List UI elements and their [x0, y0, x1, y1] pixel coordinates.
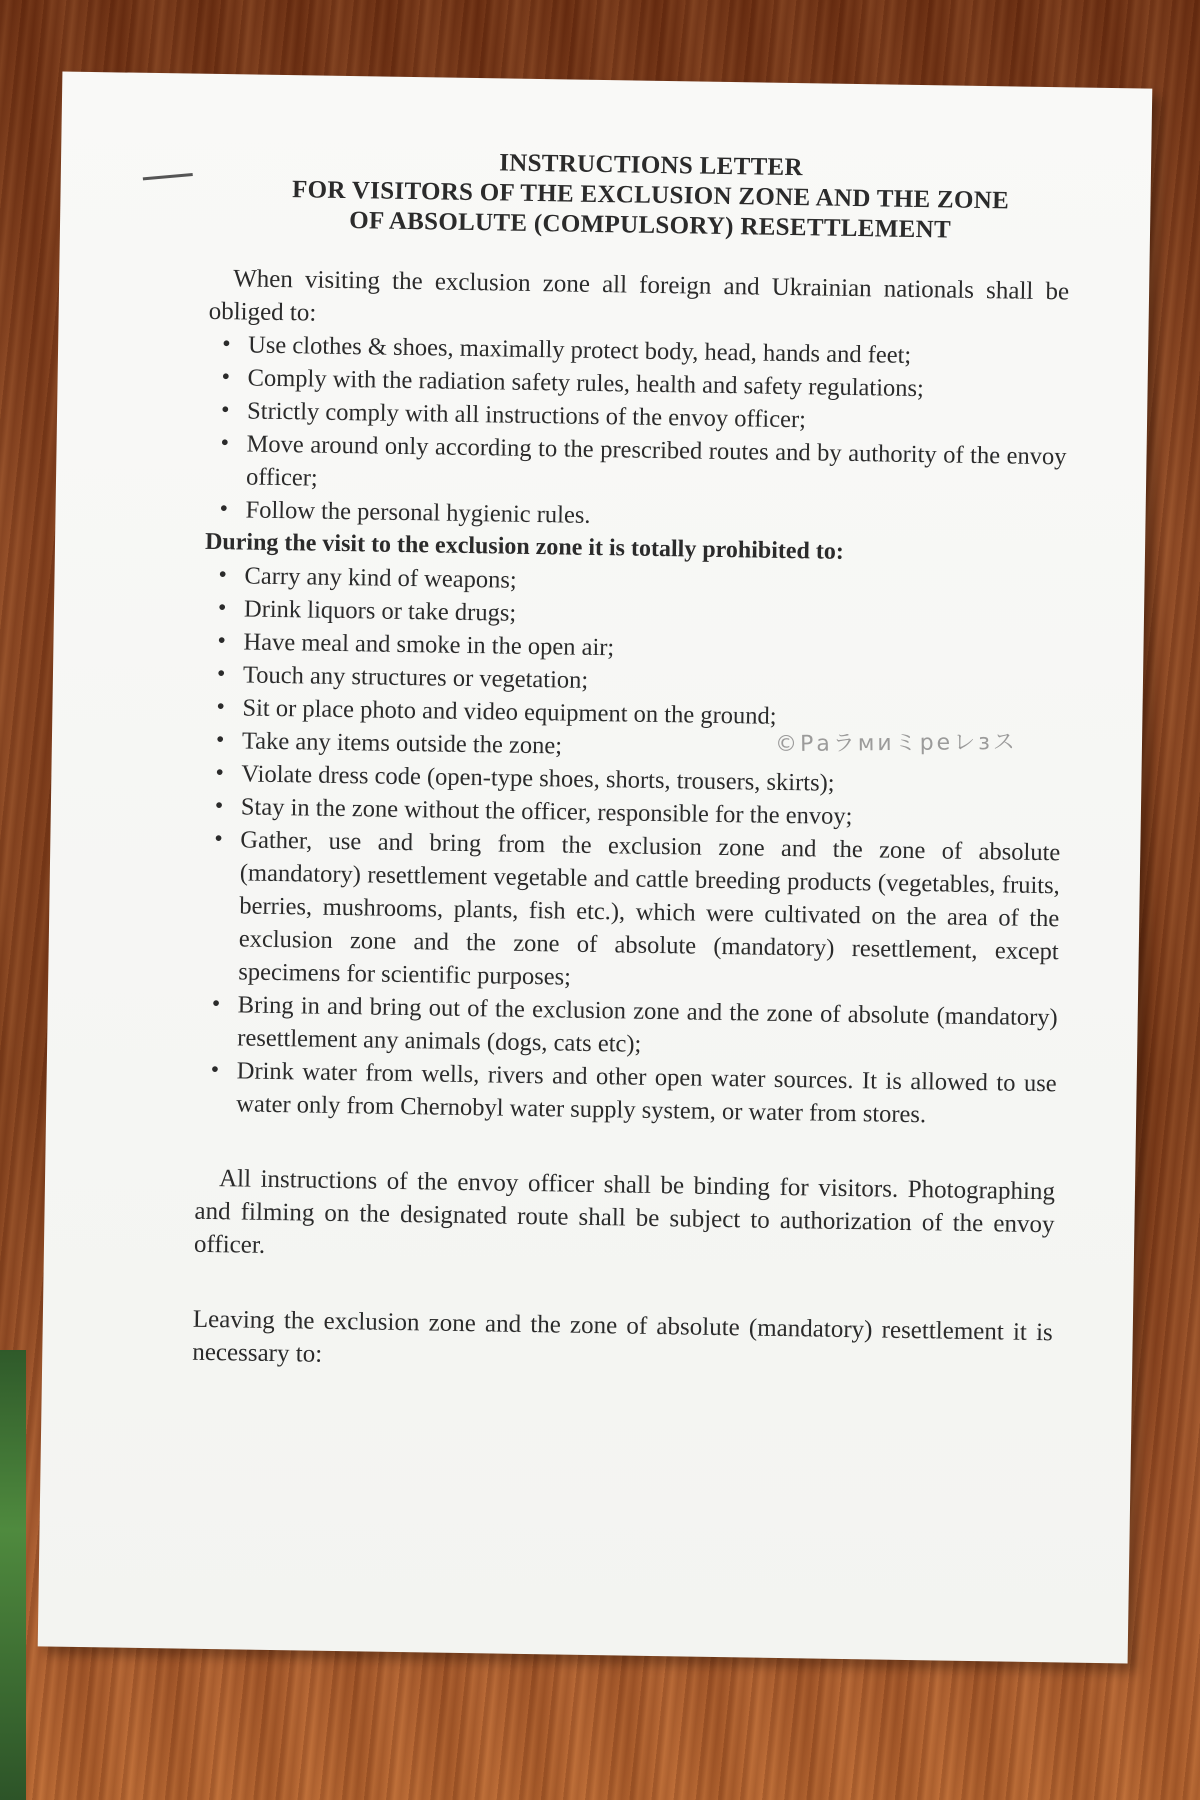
- instructions-letter-page: [38, 72, 1153, 1664]
- list-item-text: Use clothes & shoes, maximally protect body, head, hands and feet;: [247, 331, 912, 369]
- bullet-icon: •: [220, 397, 230, 424]
- bullet-icon: •: [217, 595, 227, 622]
- closing-paragraph: All instructions of the envoy officer shall be binding for visitors. Photographing and filming on the designated route shall be subject to authorization of the envoy officer.: [193, 1165, 1056, 1259]
- bullet-icon: •: [214, 793, 224, 820]
- list-item-text: Have meal and smoke in the open air;: [243, 628, 615, 662]
- list-item: [196, 1054, 1057, 1134]
- bullet-icon: •: [216, 694, 226, 721]
- list-item-text: Drink water from wells, rivers and other open water sources. It is allowed to use water only from Chernobyl water supply system, or water from stores.: [236, 1057, 1057, 1129]
- bullet-icon: •: [221, 331, 231, 358]
- bullet-icon: •: [219, 496, 229, 523]
- list-item-text: Violate dress code (open-type shoes, shorts, trousers, skirts);: [241, 760, 835, 797]
- list-item-text: Drink liquors or take drugs;: [243, 595, 517, 627]
- list-item-text: Touch any structures or vegetation;: [242, 661, 589, 694]
- bullet-icon: •: [220, 430, 230, 457]
- bullet-icon: •: [215, 727, 225, 754]
- pencil-mark: [143, 173, 193, 180]
- list-item-text: Comply with the radiation safety rules, health and safety regulations;: [247, 364, 925, 403]
- list-item-text: Bring in and bring out of the exclusion zone and the zone of absolute (mandatory) resettlement any animals (dogs, cats etc);: [237, 991, 1058, 1058]
- bullet-icon: •: [211, 990, 221, 1018]
- bullet-icon: •: [218, 562, 228, 589]
- leaving-paragraph: Leaving the exclusion zone and the zone of absolute (mandatory) resettlement it is necessary to:: [192, 1305, 1053, 1368]
- title-line: INSTRUCTIONS LETTER: [498, 149, 804, 182]
- list-item-text: Carry any kind of weapons;: [244, 562, 517, 594]
- background-foliage: [0, 1350, 26, 1800]
- list-item-text: Sit or place photo and video equipment on the ground;: [242, 694, 777, 730]
- bullet-icon: •: [216, 661, 226, 688]
- title-line: FOR VISITORS OF THE EXCLUSION ZONE AND THE ZONE: [291, 176, 1010, 215]
- bullet-icon: •: [215, 760, 225, 787]
- document-title: [210, 144, 1071, 247]
- prohibitions-list: [196, 559, 1065, 1133]
- prohibited-heading: During the visit to the exclusion zone it is totally prohibited to:: [204, 528, 845, 565]
- title-line: OF ABSOLUTE (COMPULSORY) RESETTLEMENT: [349, 207, 952, 244]
- bullet-icon: •: [221, 364, 231, 391]
- photographer-watermark: ©Pаラмиミpeレзス: [774, 729, 1018, 758]
- list-item: [198, 823, 1060, 1001]
- list-item-text: Take any items outside the zone;: [241, 727, 563, 760]
- bullet-icon: •: [214, 826, 224, 853]
- list-item-text: Gather, use and bring from the exclusion zone and the zone of absolute (mandatory) resettlement vegetable and cattle breeding products (vegetables, fruits, berries, mushrooms, plants, fish etc.), which were cultivated on the area of the exclusion zone and the zone of absolute (mandatory) resettlement, except specimens for scientific purposes;: [238, 826, 1061, 991]
- list-item-text: Stay in the zone without the officer, responsible for the envoy;: [240, 793, 853, 831]
- bullet-icon: •: [217, 628, 227, 655]
- intro-paragraph: When visiting the exclusion zone all foreign and Ukrainian nationals shall be obliged to:: [208, 265, 1070, 327]
- bullet-icon: •: [210, 1056, 220, 1084]
- list-item-text: Strictly comply with all instructions of the envoy officer;: [246, 397, 807, 434]
- list-item-text: Follow the personal hygienic rules.: [245, 496, 591, 529]
- obligations-list: [205, 328, 1068, 539]
- list-item-text: Move around only according to the prescribed routes and by authority of the envoy officer;: [245, 430, 1067, 492]
